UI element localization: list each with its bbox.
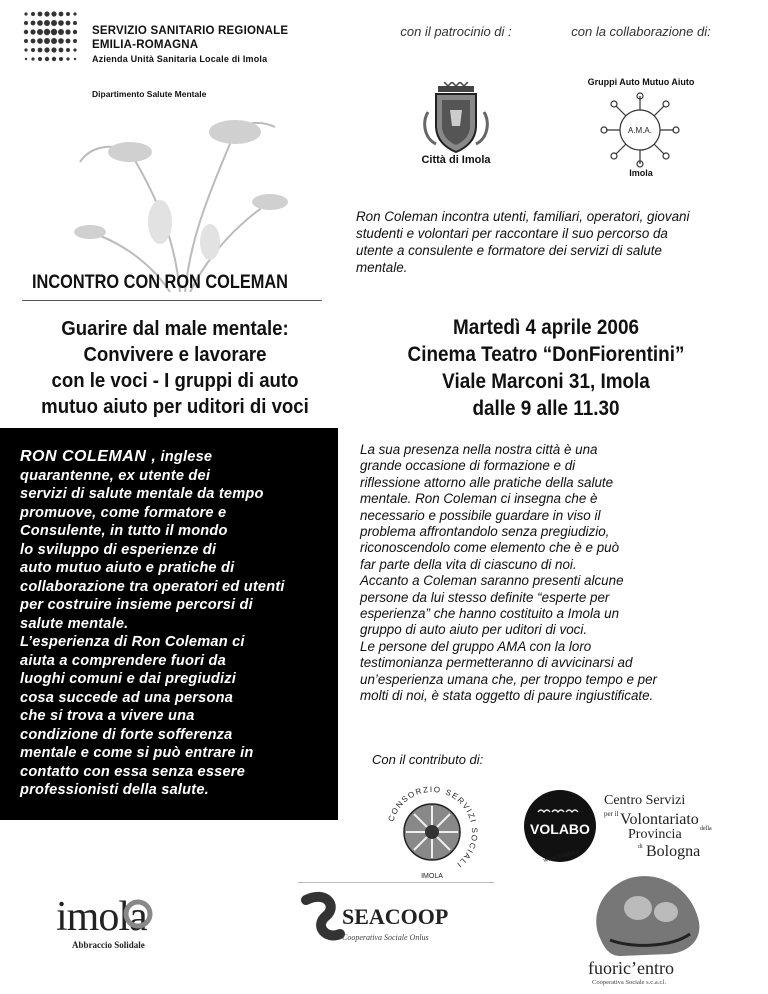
flower-illustration: [70, 92, 320, 292]
bio-line: per costruire insieme percorsi di: [20, 597, 253, 613]
bio-line: Consulente, in tutto il mondo: [20, 523, 228, 539]
bio-line: cosa succede ad una persona: [20, 689, 234, 706]
bio-line: servizi di salute mentale da tempo: [20, 486, 264, 502]
event-title-line: Guarire dal male mentale:: [61, 318, 289, 340]
fuoricentro-logo: [580, 868, 720, 986]
ama-logo-icon: [598, 92, 682, 168]
csv-line: Volontariato: [620, 811, 699, 828]
bio-name: RON COLEMAN ,: [20, 448, 157, 465]
event-title-line: con le voci - I gruppi di auto: [51, 370, 299, 392]
volabo-text: VOLABO: [530, 821, 590, 837]
seacoop-sub: Cooperativa Sociale Onlus: [342, 933, 429, 942]
csv-line: Bologna: [646, 843, 701, 860]
consorzio-ring-textpath: CONSORZIO SERVIZI SOCIALI: [386, 784, 480, 870]
patrocinio-label: con il patrocinio di :: [400, 24, 512, 39]
bio-line: quarantenne, ex utente dei: [20, 467, 211, 484]
csv-line: Centro Servizi: [604, 793, 686, 808]
ssr-logo-dots-icon: [22, 10, 80, 64]
bio-line: condizione di forte sofferenza: [20, 726, 233, 743]
body-line: testimonianza permetteranno di avvicinarsi ad: [360, 655, 633, 671]
ssr-line1: SERVIZIO SANITARIO REGIONALE: [92, 25, 289, 37]
body-line: mentale. Ron Coleman ci insegna che è: [360, 491, 598, 507]
bio-line: luoghi comuni e dai pregiudizi: [20, 671, 236, 687]
ssr-title: [92, 24, 288, 66]
body-line: Le persone del gruppo AMA con la loro: [360, 638, 592, 654]
sponsor-divider: [298, 882, 494, 883]
body-text: [360, 442, 750, 705]
body-line: far parte della vita di ciascuno di noi.: [360, 556, 577, 572]
bio-line: professionisti della salute.: [20, 782, 209, 798]
imola-abbraccio-sub: Abbraccio Solidale: [72, 940, 145, 950]
heading-rule: [22, 300, 322, 301]
event-title-line: Convivere e lavorare: [83, 344, 267, 366]
seacoop-logo: [296, 890, 496, 950]
csv-line: per il: [604, 810, 619, 818]
ssr-line3: Azienda Unità Sanitaria Locale di Imola: [92, 54, 268, 64]
citta-di-imola-label: Città di Imola: [421, 154, 491, 166]
body-line: La sua presenza nella nostra città è una: [360, 442, 598, 457]
volabo-url: www.volabo.it: [543, 849, 581, 864]
bio-line: collaborazione tra operatori ed utenti: [20, 578, 285, 595]
gruppi-ama-label: Gruppi Auto Mutuo Aiuto: [587, 77, 695, 87]
csv-line: della: [700, 826, 712, 832]
bio-line: che si trova a vivere una: [20, 708, 195, 724]
volabo-csv-logo: [520, 786, 720, 866]
imola-logo-text: imola: [56, 894, 147, 940]
bio-line: L’esperienza di Ron Coleman ci: [20, 634, 245, 650]
fuoricentro-sub: Cooperativa Sociale s.c.a.r.l.: [592, 979, 667, 986]
event-title-line: mutuo aiuto per uditori di voci: [41, 396, 309, 418]
bio-line: salute mentale.: [20, 615, 129, 632]
body-line: persone da lui stesso definite “esperte per: [360, 589, 610, 605]
intro-text: Ron Coleman incontra utenti, familiari, operatori, giovani studenti e volontari per raccontare il suo percorso da utente a consulente e formatore dei servizi di salute mentale.: [356, 209, 690, 275]
bio-line: inglese: [156, 449, 213, 465]
bio-line: contatto con essa senza essere: [20, 763, 246, 780]
collaborazione-label: con la collaborazione di:: [571, 24, 711, 39]
body-line: esperienza” che hanno costituito a Imola un: [360, 606, 620, 622]
event-venue: Cinema Teatro “DonFiorentini”: [407, 343, 685, 366]
bio-line: promuove, come formatore e: [20, 504, 227, 521]
body-line: gruppo di auto aiuto per uditori di voci.: [360, 622, 588, 638]
department-label: Dipartimento Salute Mentale: [92, 89, 207, 99]
incontro-heading: INCONTRO CON RON COLEMAN: [32, 272, 288, 293]
fuoricentro-text: fuoric’entro: [588, 958, 674, 978]
event-date-venue: [375, 314, 717, 422]
consorzio-city: IMOLA: [421, 873, 443, 880]
event-title: [22, 316, 329, 420]
ama-logo-text: A.M.A.: [627, 126, 653, 135]
body-line: Accanto a Coleman saranno presenti alcune: [360, 573, 624, 589]
body-line: necessario e possibile guardare in viso il: [360, 507, 601, 523]
ssr-line2: EMILIA-ROMAGNA: [92, 39, 199, 51]
csv-line: di: [638, 844, 643, 850]
contributo-label: Con il contributo di:: [372, 752, 484, 767]
bio-line: mentale e come si può entrare in: [20, 745, 254, 761]
seacoop-text: SEACOOP: [342, 904, 449, 929]
bio-line: lo sviluppo di esperienze di: [20, 541, 217, 558]
imola-abbraccio-logo: [52, 884, 202, 954]
body-line: grande occasione di formazione e di: [360, 458, 576, 474]
body-line: molti di noi, è stata oggetto di paure ingiustificate.: [360, 688, 654, 704]
event-time: dalle 9 alle 11.30: [472, 397, 620, 420]
bio-line: auto mutuo aiuto e pratiche di: [20, 560, 235, 576]
imola-crest-icon: [418, 82, 494, 154]
body-line: problema affrontandolo senza pregiudizio,: [360, 524, 610, 540]
body-line: un’esperienza umana che, per troppo tempo e per: [360, 671, 658, 687]
event-address: Viale Marconi 31, Imola: [442, 370, 650, 393]
consorzio-servizi-sociali-logo: [382, 782, 482, 882]
body-line: riconoscendolo come elemento che è e può: [360, 540, 620, 556]
ama-imola-label: Imola: [629, 168, 653, 178]
event-date: Martedì 4 aprile 2006: [453, 316, 639, 339]
body-line: riflessione attorno alle pratiche della salute: [360, 474, 614, 490]
csv-line: Provincia: [628, 827, 682, 842]
coleman-bio-panel: [0, 428, 338, 820]
bio-line: aiuta a comprendere fuori da: [20, 652, 226, 669]
